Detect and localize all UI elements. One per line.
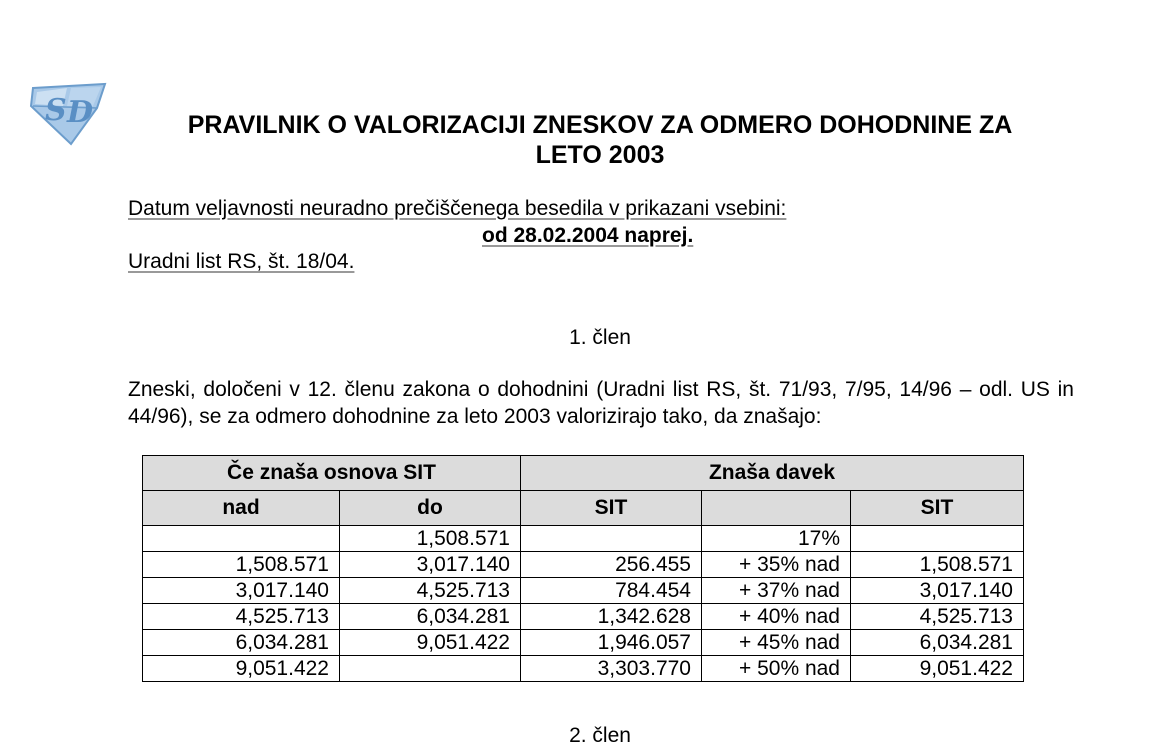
cell-to: 4,525.713 [340, 578, 521, 604]
title-line-1: PRAVILNIK O VALORIZACIJI ZNESKOV ZA ODMERO DOHODNINE ZA [187, 111, 1013, 139]
table-row [143, 630, 1024, 656]
cell-from: 9,051.422 [143, 656, 340, 682]
sd-diamond-logo-icon [27, 78, 111, 150]
title-line-2: LETO 2003 [535, 141, 665, 169]
table-column-header-row [143, 491, 1024, 526]
col-header-to: do [340, 491, 521, 526]
cell-to: 3,017.140 [340, 552, 521, 578]
col-header-sit-over: SIT [851, 491, 1024, 526]
tax-table [142, 455, 1024, 682]
article-2-heading: 2. člen [569, 724, 631, 747]
cell-over: 9,051.422 [851, 656, 1024, 682]
group-header-base: Če znaša osnova SIT [143, 456, 521, 491]
cell-to [340, 656, 521, 682]
article-1-heading: 1. člen [569, 326, 631, 349]
cell-to: 6,034.281 [340, 604, 521, 630]
cell-rate: + 50% nad [702, 656, 851, 682]
cell-from [143, 526, 340, 552]
cell-to: 1,508.571 [340, 526, 521, 552]
validity-value: od 28.02.2004 naprej. [482, 224, 694, 247]
cell-from: 4,525.713 [143, 604, 340, 630]
svg-text:D: D [67, 95, 94, 130]
cell-sit: 1,946.057 [521, 630, 702, 656]
cell-rate: 17% [702, 526, 851, 552]
cell-from: 6,034.281 [143, 630, 340, 656]
cell-to: 9,051.422 [340, 630, 521, 656]
validity-label: Datum veljavnosti neuradno prečiščenega besedila v prikazani vsebini: [128, 197, 787, 220]
cell-sit: 784.454 [521, 578, 702, 604]
table-row [143, 656, 1024, 682]
cell-from: 3,017.140 [143, 578, 340, 604]
table-row [143, 578, 1024, 604]
cell-over [851, 526, 1024, 552]
cell-rate: + 45% nad [702, 630, 851, 656]
cell-from: 1,508.571 [143, 552, 340, 578]
cell-over: 4,525.713 [851, 604, 1024, 630]
cell-rate: + 35% nad [702, 552, 851, 578]
svg-text:S: S [45, 93, 67, 128]
cell-sit: 256.455 [521, 552, 702, 578]
cell-rate: + 37% nad [702, 578, 851, 604]
cell-over: 3,017.140 [851, 578, 1024, 604]
cell-sit: 1,342.628 [521, 604, 702, 630]
group-header-tax: Znaša davek [521, 456, 1024, 491]
cell-sit: 3,303.770 [521, 656, 702, 682]
cell-sit [521, 526, 702, 552]
table-row [143, 526, 1024, 552]
cell-over: 1,508.571 [851, 552, 1024, 578]
table-row [143, 604, 1024, 630]
cell-rate: + 40% nad [702, 604, 851, 630]
col-header-from: nad [143, 491, 340, 526]
col-header-rate [702, 491, 851, 526]
table-group-header-row [143, 456, 1024, 491]
table-row [143, 552, 1024, 578]
article-1-text: Zneski, določeni v 12. členu zakona o dohodnini (Uradni list RS, št. 71/93, 7/95, 14/96 – odl. US in 44/96), se za odmero dohodnine za leto 2003 valorizirajo tako, da znašajo: [128, 378, 1074, 428]
cell-over: 6,034.281 [851, 630, 1024, 656]
gazette-reference: Uradni list RS, št. 18/04. [128, 250, 355, 273]
document-title [100, 110, 1100, 170]
col-header-sit: SIT [521, 491, 702, 526]
